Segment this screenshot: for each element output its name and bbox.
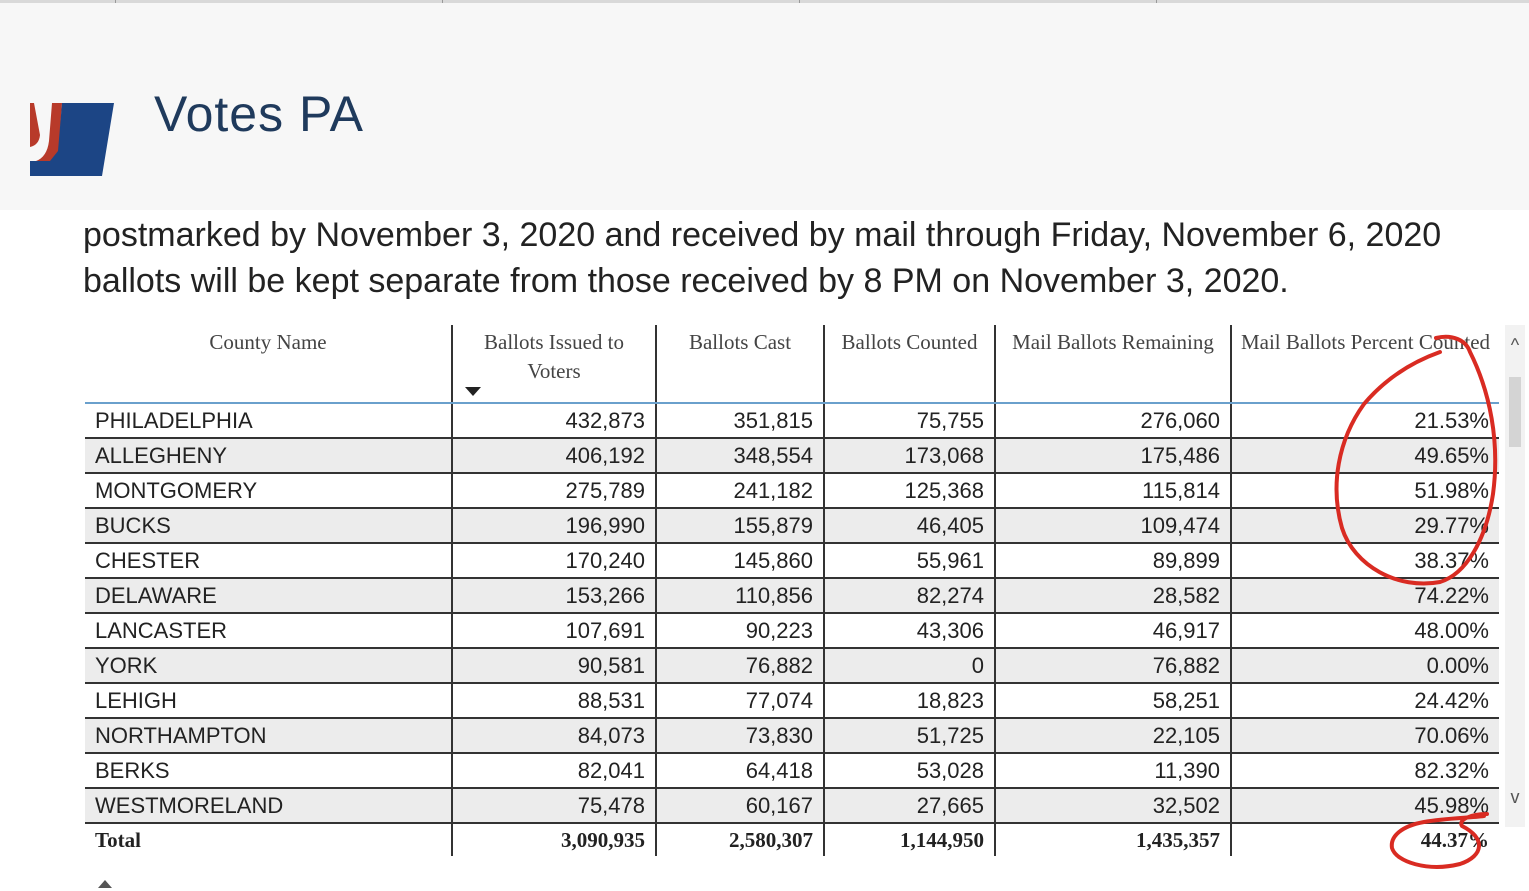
cell-issued: 432,873 <box>452 403 656 438</box>
cell-remaining: 276,060 <box>995 403 1231 438</box>
cell-percent: 49.65% <box>1231 438 1499 473</box>
cell-counted: 51,725 <box>824 718 995 753</box>
table-body <box>85 403 1499 823</box>
cell-issued: 75,478 <box>452 788 656 823</box>
column-header-county[interactable]: County Name <box>85 325 452 403</box>
cell-percent: 82.32% <box>1231 753 1499 788</box>
cell-county: CHESTER <box>85 543 452 578</box>
cell-cast: 155,879 <box>656 508 824 543</box>
cell-county: LANCASTER <box>85 613 452 648</box>
cell-remaining: 22,105 <box>995 718 1231 753</box>
table-row[interactable] <box>85 718 1499 753</box>
cell-issued: 196,990 <box>452 508 656 543</box>
cell-remaining: 58,251 <box>995 683 1231 718</box>
cell-issued: 275,789 <box>452 473 656 508</box>
column-header-issued[interactable] <box>452 325 656 403</box>
cell-remaining: 89,899 <box>995 543 1231 578</box>
cell-county: BUCKS <box>85 508 452 543</box>
cell-percent: 70.06% <box>1231 718 1499 753</box>
table-row[interactable] <box>85 613 1499 648</box>
cell-percent: 51.98% <box>1231 473 1499 508</box>
table-row[interactable] <box>85 578 1499 613</box>
cell-percent: 45.98% <box>1231 788 1499 823</box>
scrollbar-thumb[interactable] <box>1509 377 1521 447</box>
cell-counted: 173,068 <box>824 438 995 473</box>
cell-counted: 27,665 <box>824 788 995 823</box>
site-title[interactable]: Votes PA <box>154 86 364 136</box>
cell-cast: 348,554 <box>656 438 824 473</box>
intro-line-1: postmarked by November 3, 2020 and received by mail through Friday, November 6, 2020 <box>83 216 1442 254</box>
cell-cast: 90,223 <box>656 613 824 648</box>
table-row[interactable] <box>85 403 1499 438</box>
cell-remaining: 28,582 <box>995 578 1231 613</box>
cell-issued: 84,073 <box>452 718 656 753</box>
total-issued: 3,090,935 <box>452 823 656 856</box>
partial-icon <box>96 878 114 888</box>
intro-line-2: ballots will be kept separate from those received by 8 PM on November 3, 2020. <box>83 262 1289 300</box>
cell-counted: 125,368 <box>824 473 995 508</box>
table-row[interactable] <box>85 508 1499 543</box>
cell-issued: 406,192 <box>452 438 656 473</box>
cell-remaining: 32,502 <box>995 788 1231 823</box>
cell-percent: 29.77% <box>1231 508 1499 543</box>
cell-county: DELAWARE <box>85 578 452 613</box>
cell-cast: 77,074 <box>656 683 824 718</box>
cell-cast: 351,815 <box>656 403 824 438</box>
cell-issued: 153,266 <box>452 578 656 613</box>
cell-issued: 90,581 <box>452 648 656 683</box>
table-scrollbar[interactable] <box>1505 325 1525 827</box>
column-header-percent[interactable]: Mail Ballots Percent Counted <box>1231 325 1499 403</box>
total-percent: 44.37% <box>1231 823 1499 856</box>
column-header-counted[interactable]: Ballots Counted <box>824 325 995 403</box>
cell-county: BERKS <box>85 753 452 788</box>
cell-remaining: 76,882 <box>995 648 1231 683</box>
chevron-down-icon[interactable]: v <box>1510 787 1520 807</box>
cell-percent: 24.42% <box>1231 683 1499 718</box>
cell-cast: 76,882 <box>656 648 824 683</box>
cell-issued: 88,531 <box>452 683 656 718</box>
cell-county: PHILADELPHIA <box>85 403 452 438</box>
votes-pa-logo[interactable] <box>28 103 114 176</box>
ballot-table-container <box>85 325 1499 850</box>
chevron-up-icon[interactable]: ^ <box>1510 335 1520 355</box>
cell-counted: 43,306 <box>824 613 995 648</box>
cell-issued: 107,691 <box>452 613 656 648</box>
cell-counted: 46,405 <box>824 508 995 543</box>
cell-percent: 38.37% <box>1231 543 1499 578</box>
cell-cast: 64,418 <box>656 753 824 788</box>
cell-issued: 82,041 <box>452 753 656 788</box>
cell-remaining: 46,917 <box>995 613 1231 648</box>
column-header-remaining[interactable]: Mail Ballots Remaining <box>995 325 1231 403</box>
table-row[interactable] <box>85 543 1499 578</box>
column-header-label: Ballots Issued to Voters <box>484 330 624 383</box>
cell-county: MONTGOMERY <box>85 473 452 508</box>
table-row[interactable] <box>85 438 1499 473</box>
cell-county: YORK <box>85 648 452 683</box>
cell-counted: 53,028 <box>824 753 995 788</box>
cell-counted: 18,823 <box>824 683 995 718</box>
caret-down-icon[interactable] <box>465 387 481 396</box>
ballot-table <box>85 325 1499 856</box>
table-row[interactable] <box>85 788 1499 823</box>
total-label: Total <box>85 823 452 856</box>
table-row[interactable] <box>85 683 1499 718</box>
total-counted: 1,144,950 <box>824 823 995 856</box>
total-remaining: 1,435,357 <box>995 823 1231 856</box>
table-row[interactable] <box>85 753 1499 788</box>
cell-counted: 75,755 <box>824 403 995 438</box>
cell-county: WESTMORELAND <box>85 788 452 823</box>
cell-county: ALLEGHENY <box>85 438 452 473</box>
cell-remaining: 11,390 <box>995 753 1231 788</box>
cell-remaining: 115,814 <box>995 473 1231 508</box>
cell-remaining: 109,474 <box>995 508 1231 543</box>
cell-percent: 74.22% <box>1231 578 1499 613</box>
cell-cast: 241,182 <box>656 473 824 508</box>
table-row[interactable] <box>85 473 1499 508</box>
total-cast: 2,580,307 <box>656 823 824 856</box>
cell-cast: 145,860 <box>656 543 824 578</box>
cell-counted: 0 <box>824 648 995 683</box>
table-row[interactable] <box>85 648 1499 683</box>
table-total-row <box>85 823 1499 856</box>
cell-cast: 60,167 <box>656 788 824 823</box>
cell-percent: 0.00% <box>1231 648 1499 683</box>
intro-text <box>83 216 1529 306</box>
cell-counted: 82,274 <box>824 578 995 613</box>
cell-county: NORTHAMPTON <box>85 718 452 753</box>
cell-cast: 110,856 <box>656 578 824 613</box>
cell-percent: 21.53% <box>1231 403 1499 438</box>
table-header-row <box>85 325 1499 403</box>
cell-cast: 73,830 <box>656 718 824 753</box>
cell-counted: 55,961 <box>824 543 995 578</box>
column-header-cast[interactable]: Ballots Cast <box>656 325 824 403</box>
cell-percent: 48.00% <box>1231 613 1499 648</box>
cell-remaining: 175,486 <box>995 438 1231 473</box>
cell-issued: 170,240 <box>452 543 656 578</box>
cell-county: LEHIGH <box>85 683 452 718</box>
